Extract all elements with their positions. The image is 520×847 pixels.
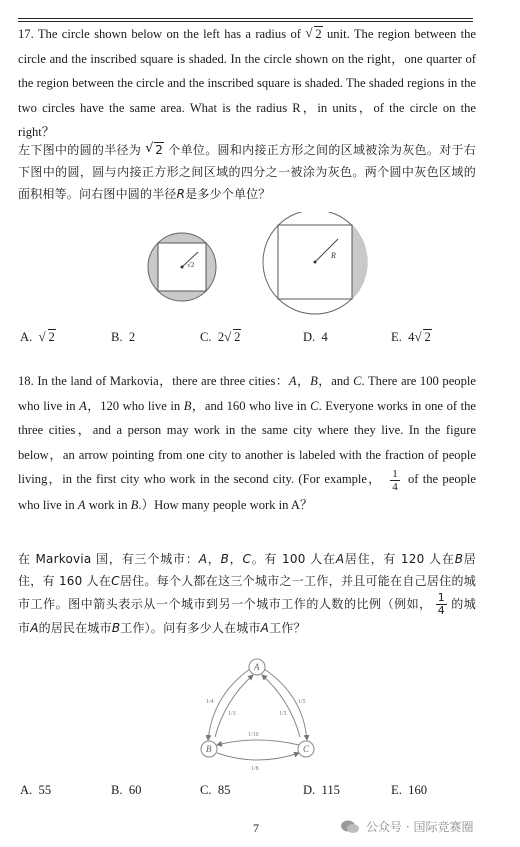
edge-c-b-bottom [217, 753, 299, 760]
q17-choice-b[interactable]: B. 2 [111, 330, 136, 344]
q18-chinese-text: 在 Markovia 国，有三个城市：A，B，C。有 100 人在A居住，有 120 人在B居住，有 160 人在C居住。每个人都在这三个城市之一工作，并且可能在自己居住的城市工作。图中箭头表示从一个城市到另一个城市工作的人数的比例（例如， $\frac{1}{4}$ 的城市A的居民在城市B工作）。问有多少人在城市A工作？ [18, 552, 477, 635]
left-radius-label: √2 [187, 261, 195, 269]
node-c: C [303, 744, 310, 754]
q18-city-graph [195, 655, 325, 775]
left-circle-figure [148, 233, 216, 301]
wechat-icon [340, 820, 360, 834]
q18-choice-b[interactable]: B. 60 [111, 783, 142, 797]
label-ab-outer: 1/4 [206, 699, 214, 705]
label-ac-inner: 1/5 [279, 711, 287, 717]
edge-a-b-inner [215, 675, 253, 737]
q18-choice-c[interactable]: C. 85 [200, 783, 231, 797]
label-ac-outer: 1/5 [298, 699, 306, 705]
q18-english-text: 18. In the land of Markovia，there are three cities：A，B，and C. There are 100 people who live in A，120 who live in B，and 160 who live in C. Everyone works in one of the three cities，and a person may work in the same city where they live. In the figure below，an arrow pointing from one city to another is labeled with the fraction of people living，in the first city who work in the second city. (For example， $\frac{1}{4}$ of the people who live in A work in B.）How many people work in A？ [18, 374, 477, 512]
sqrt-2-zh: √ 2 [145, 139, 164, 161]
q17-circles-figure [140, 212, 380, 322]
q17-choice-c[interactable]: C. 2√ 2 [200, 330, 241, 345]
watermark [340, 818, 473, 835]
q18-choice-d[interactable]: D. 115 [303, 783, 340, 797]
fraction-one-quarter-zh: $\frac{1}{4}$ [437, 591, 445, 617]
node-b: B [206, 744, 212, 754]
q17-english-text: 17. The circle shown below on the left has a radius of √ 2 unit. The region between the circle and the inscribed square is shaded. In the circle shown on the right，one quarter of the region between the circle and the inscribed square is shaded. The shaded regions in the two circles have the same area. What is the radius R，in units，of the circle on the right？ [18, 22, 476, 145]
q18-choice-a[interactable]: A. 55 [20, 783, 52, 797]
edge-b-c-mid [217, 740, 299, 745]
node-a: A [254, 662, 260, 672]
q17-chinese-text: 左下图中的圆的半径为 √ 2 个单位。圆和内接正方形之间的区域被涂为灰色。对于右下图中的圆，圆与内接正方形之间区域的四分之一被涂为灰色。两个圆中灰色区域的面积相等。问右图中圆的半径R是多少个单位？ [18, 139, 476, 205]
q17-choice-d[interactable]: D. 4 [303, 330, 328, 344]
header-rule [18, 18, 473, 19]
page-number: 7 [253, 821, 259, 835]
q17-choice-a[interactable]: A. √ 2 [20, 330, 56, 345]
fraction-one-quarter: $\frac{1}{4}$ [392, 467, 398, 493]
q18-choice-e[interactable]: E. 160 [391, 783, 428, 797]
edge-a-c-inner [262, 675, 300, 737]
q17-choice-e[interactable]: E. 4√ 2 [391, 330, 432, 345]
label-bc-bottom: 1/8 [251, 766, 259, 772]
right-radius-label: R [331, 251, 336, 260]
label-bc-mid: 1/10 [248, 732, 259, 738]
right-circle-figure [263, 212, 367, 314]
watermark-text: 公众号 · 国际竞赛圈 [366, 820, 474, 834]
sqrt-2: √ 2 [305, 22, 322, 47]
label-ab-inner: 1/3 [228, 711, 236, 717]
